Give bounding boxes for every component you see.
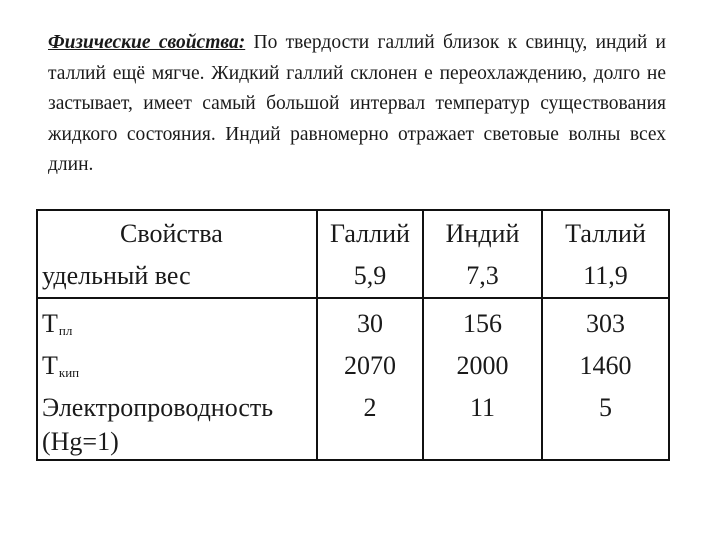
row-label-boiling-point: $T_{кип}$ xyxy=(42,351,80,380)
table-cell: 2070 xyxy=(344,351,396,380)
header-property: Свойства xyxy=(120,219,223,248)
table-cell: 303 xyxy=(586,309,625,338)
table-cell: 156 xyxy=(463,309,502,338)
properties-table xyxy=(36,209,670,461)
header-gallium: Галлий xyxy=(330,219,410,248)
table-divider-horizontal xyxy=(38,297,668,299)
row-label-specific-weight: удельный вес xyxy=(42,261,191,290)
table-cell: 30 xyxy=(357,309,383,338)
header-indium: Индий xyxy=(445,219,520,248)
table-cell: 2000 xyxy=(456,351,509,380)
header-thallium: Таллий xyxy=(565,219,646,248)
table-cell: 5 xyxy=(599,393,612,422)
subscript-pl: пл xyxy=(58,323,73,338)
table-cell: 2 xyxy=(363,393,377,422)
description-paragraph xyxy=(48,28,666,181)
description-text: По твердости галлий близок к свинцу, индий и таллий ещё мягче. Жидкий галлий склонен е переохлаждению, долго не застывает, имеет самый большой интервал температур существования жидкого состояния. Индий равномерно отражает световые волны всех длин. xyxy=(48,32,666,176)
table-cell: 7,3 xyxy=(466,261,499,290)
section-heading: Физические свойства: xyxy=(48,32,246,53)
subscript-kip: кип xyxy=(58,365,80,380)
row-label-conductivity-note: (Hg=1) xyxy=(42,427,119,456)
row-label-melting-point: $T_{пл}$ xyxy=(42,309,73,338)
table-cell: 5,9 xyxy=(353,261,387,290)
table-cell: 1460 xyxy=(579,351,632,380)
table-cell: 11 xyxy=(469,393,496,422)
row-label-conductivity: Электропроводность xyxy=(42,393,274,422)
table-cell: 11,9 xyxy=(583,261,628,290)
